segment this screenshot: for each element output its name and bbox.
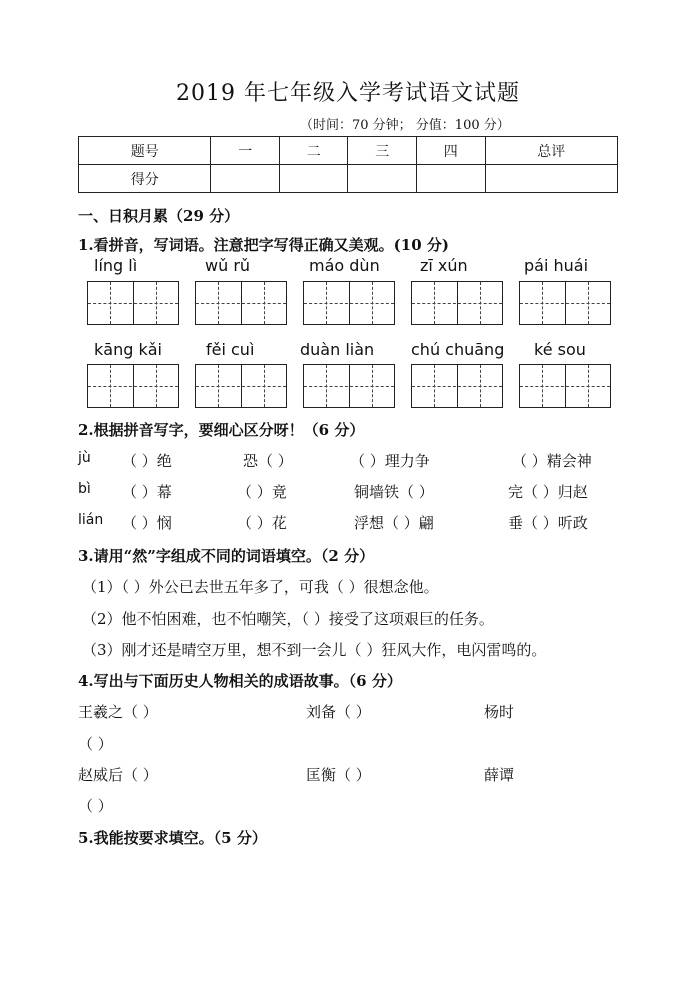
score-header-cell: 题号 (79, 137, 211, 165)
pinyin-label: chú chuāng (411, 340, 505, 359)
score-table-score-row (79, 165, 618, 193)
fill-blank-item[interactable]: （ ）精会神 (512, 452, 592, 470)
question-prompt: 4.写出与下面历史人物相关的成语故事。（6 分） (78, 672, 402, 690)
page-title: 2019 年七年级入学考试语文试题 (176, 81, 520, 106)
fill-blank-item[interactable]: （ ）绝 (122, 452, 172, 470)
writing-grid[interactable] (303, 281, 395, 325)
writing-grid[interactable] (195, 281, 287, 325)
score-input-cell[interactable] (348, 165, 417, 193)
score-header-cell: 一 (211, 137, 280, 165)
fill-blank-item[interactable]: 恐（ ） (243, 452, 293, 470)
fill-blank-line[interactable]: （1）（ ）外公已去世五年多了，可我（ ）很想念他。 (82, 578, 439, 596)
question-prompt: 3.请用“然”字组成不同的词语填空。（2 分） (78, 547, 375, 565)
writing-grid[interactable] (303, 364, 395, 408)
score-input-cell[interactable] (211, 165, 280, 193)
fill-blank-item[interactable]: 垂（ ）听政 (508, 514, 588, 532)
fill-blank-line[interactable]: （3）刚才还是晴空万里，想不到一会儿（ ）狂风大作，电闪雷鸣的。 (82, 641, 547, 659)
score-header-cell: 总评 (485, 137, 617, 165)
writing-grid[interactable] (411, 364, 503, 408)
fill-blank-item[interactable]: （ ）理力争 (350, 452, 430, 470)
writing-grid[interactable] (519, 281, 611, 325)
pinyin-label: fěi cuì (206, 340, 255, 359)
writing-grid[interactable] (87, 281, 179, 325)
fill-blank-item[interactable]: 刘备（ ） (306, 703, 371, 721)
question-prompt: 5.我能按要求填空。（5 分） (78, 829, 267, 847)
fill-blank-item[interactable]: （ ）花 (237, 514, 287, 532)
fill-blank-item[interactable]: 匡衡（ ） (306, 766, 371, 784)
pinyin-label: zī xún (420, 256, 468, 275)
pinyin-label: duàn liàn (300, 340, 375, 359)
pinyin-label: kāng kǎi (94, 340, 162, 359)
score-header-cell: 三 (348, 137, 417, 165)
score-header-cell: 四 (417, 137, 486, 165)
score-input-cell[interactable] (279, 165, 348, 193)
score-table (78, 136, 618, 193)
fill-blank-item[interactable]: 完（ ）归赵 (508, 483, 588, 501)
pinyin-label: pái huái (524, 256, 589, 275)
pinyin-label: bì (78, 481, 91, 497)
score-table-header-row (79, 137, 618, 165)
fill-blank-item[interactable]: 杨时 (484, 703, 515, 721)
score-row-label: 得分 (79, 165, 211, 193)
writing-grid[interactable] (411, 281, 503, 325)
pinyin-label: líng lì (94, 256, 138, 275)
writing-grid[interactable] (195, 364, 287, 408)
pinyin-label: ké sou (534, 340, 586, 359)
question-prompt: 1.看拼音，写词语。注意把字写得正确又美观。(10 分) (78, 236, 449, 254)
writing-grid[interactable] (519, 364, 611, 408)
fill-blank-item[interactable]: 浮想（ ）翩 (354, 514, 434, 532)
fill-blank-item[interactable]: （ ）竟 (237, 483, 287, 501)
fill-blank-item[interactable]: （ ） (78, 797, 113, 815)
fill-blank-item[interactable]: 王羲之（ ） (78, 703, 158, 721)
fill-blank-item[interactable]: 薛谭 (484, 766, 515, 784)
fill-blank-item[interactable]: （ ） (78, 735, 113, 753)
pinyin-label: lián (78, 512, 104, 528)
writing-grid[interactable] (87, 364, 179, 408)
pinyin-label: máo dùn (309, 256, 380, 275)
fill-blank-item[interactable]: （ ）幕 (122, 483, 172, 501)
pinyin-label: wǔ rǔ (205, 256, 251, 275)
pinyin-label: jù (78, 450, 91, 466)
question-prompt: 2.根据拼音写字，要细心区分呀！（6 分） (78, 421, 365, 439)
score-input-cell[interactable] (485, 165, 617, 193)
score-header-cell: 二 (279, 137, 348, 165)
fill-blank-item[interactable]: 铜墙铁（ ） (354, 483, 434, 501)
section-title: 一、日积月累（29 分） (78, 207, 240, 225)
fill-blank-item[interactable]: 赵威后（ ） (78, 766, 158, 784)
fill-blank-item[interactable]: （ ）悯 (122, 514, 172, 532)
exam-meta: （时间：70 分钟； 分值：100 分） (300, 118, 510, 133)
fill-blank-line[interactable]: （2）他不怕困难，也不怕嘲笑，（ ）接受了这项艰巨的任务。 (82, 610, 494, 628)
score-input-cell[interactable] (417, 165, 486, 193)
